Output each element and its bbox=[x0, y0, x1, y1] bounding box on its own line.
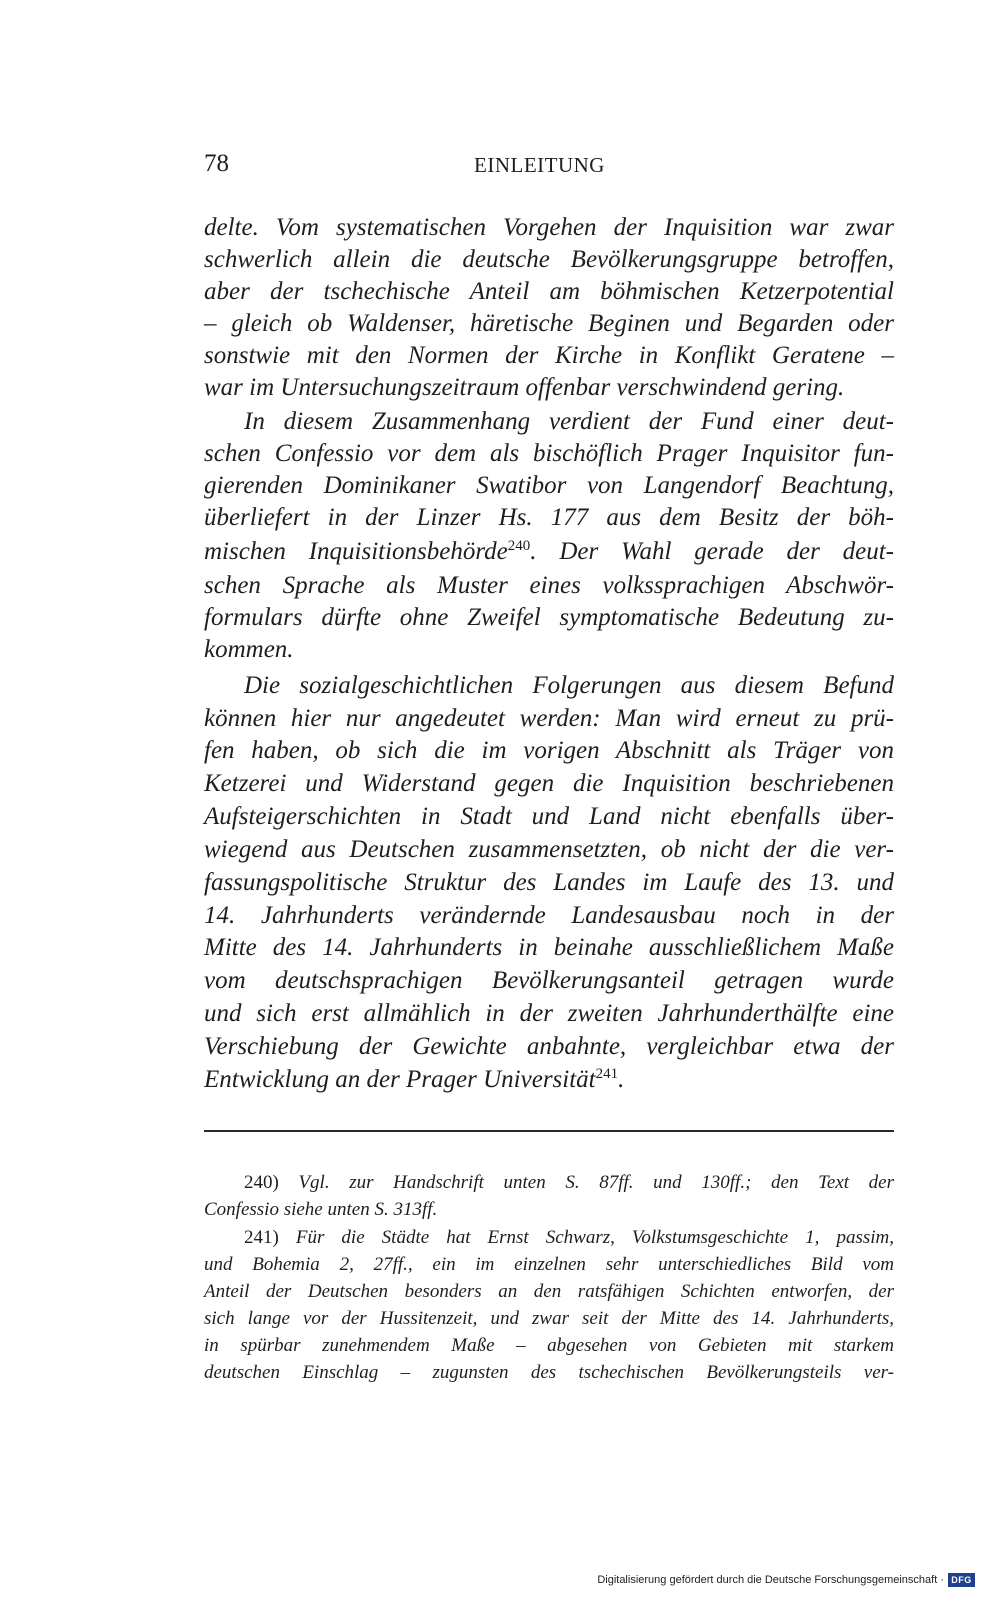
body-line: In diesem Zusammenhang verdient der Fund einer deut- bbox=[244, 408, 894, 435]
footnote-241-line bbox=[244, 1226, 894, 1250]
footnote-240-line: Confessio siehe unten S. 313ff. bbox=[204, 1199, 438, 1220]
body-line bbox=[204, 1064, 894, 1096]
text-segment: Entwicklung an der Prager Universität bbox=[204, 1066, 596, 1093]
footnote-text: Vgl. zur Handschrift unten S. 87ff. und 130ff.; den Text der bbox=[298, 1172, 894, 1193]
body-line: Aufsteigerschichten in Stadt und Land nicht ebenfalls über- bbox=[204, 803, 894, 830]
body-line: schwerlich allein die deutsche Bevölkerungsgruppe betroffen, bbox=[204, 246, 894, 273]
body-line: Mitte des 14. Jahrhunderts in beinahe ausschließlichem Maße bbox=[204, 934, 894, 961]
body-line: und sich erst allmählich in der zweiten Jahrhunderthälfte eine bbox=[204, 1000, 894, 1027]
body-line: 14. Jahrhunderts verändernde Landesausbau noch in der bbox=[204, 902, 894, 929]
body-line: Verschiebung der Gewichte anbahnte, vergleichbar etwa der bbox=[204, 1033, 894, 1060]
footnote-240-line bbox=[244, 1171, 894, 1195]
body-line: sonstwie mit den Normen der Kirche in Konflikt Geratene – bbox=[204, 342, 894, 369]
footnote-241-line: sich lange vor der Hussitenzeit, und zwar seit der Mitte des 14. Jahrhunderts, bbox=[204, 1308, 894, 1329]
footnote-241-line: und Bohemia 2, 27ff., ein im einzelnen sehr unterschiedliches Bild vom bbox=[204, 1254, 894, 1275]
footnote-number: 241) bbox=[244, 1227, 279, 1248]
body-line: aber der tschechische Anteil am böhmischen Ketzerpotential bbox=[204, 278, 894, 305]
text-segment: . bbox=[618, 1066, 625, 1093]
text-segment: mischen Inquisitionsbehörde bbox=[204, 538, 508, 565]
body-line: können hier nur angedeutet werden: Man wird erneut zu prü- bbox=[204, 705, 894, 732]
body-line: fassungspolitische Struktur des Landes im Laufe des 13. und bbox=[204, 869, 894, 896]
body-line: fen haben, ob sich die im vorigen Abschnitt als Träger von bbox=[204, 737, 894, 764]
body-line: formulars dürfte ohne Zweifel symptomatische Bedeutung zu- bbox=[204, 604, 894, 631]
body-line: kommen. bbox=[204, 636, 294, 663]
page-number: 78 bbox=[204, 150, 229, 177]
body-line: gierenden Dominikaner Swatibor von Langendorf Beachtung, bbox=[204, 472, 894, 499]
body-line: wiegend aus Deutschen zusammensetzten, ob nicht der die ver- bbox=[204, 836, 894, 863]
body-line: schen Sprache als Muster eines volkssprachigen Abschwör- bbox=[204, 572, 894, 599]
body-line: war im Untersuchungszeitraum offenbar verschwindend gering. bbox=[204, 374, 845, 401]
body-line: Ketzerei und Widerstand gegen die Inquisition beschriebenen bbox=[204, 770, 894, 797]
digitization-credit: Digitalisierung gefördert durch die Deutsche Forschungsgemeinschaft · bbox=[597, 1574, 944, 1586]
body-line: schen Confessio vor dem als bischöflich Prager Inquisitor fun- bbox=[204, 440, 894, 467]
footnote-text: Für die Städte hat Ernst Schwarz, Volkstumsgeschichte 1, passim, bbox=[295, 1227, 894, 1248]
body-line: – gleich ob Waldenser, häretische Beginen und Begarden oder bbox=[204, 310, 894, 337]
footnote-241-line: Anteil der Deutschen besonders an den ratsfähigen Schichten entworfen, der bbox=[204, 1281, 894, 1302]
body-line: delte. Vom systematischen Vorgehen der Inquisition war zwar bbox=[204, 214, 894, 241]
footnote-rule bbox=[204, 1130, 894, 1132]
body-line bbox=[204, 536, 894, 568]
footnote-ref-241[interactable]: 241 bbox=[595, 1066, 619, 1082]
body-line: vom deutschsprachigen Bevölkerungsanteil getragen wurde bbox=[204, 967, 894, 994]
footnote-241-line: deutschen Einschlag – zugunsten des tschechischen Bevölkerungsteils ver- bbox=[204, 1362, 894, 1383]
body-line: überliefert in der Linzer Hs. 177 aus dem Besitz der böh- bbox=[204, 504, 894, 531]
footnote-241-line: in spürbar zunehmendem Maße – abgesehen von Gebieten mit starkem bbox=[204, 1335, 894, 1356]
running-head: EINLEITUNG bbox=[474, 153, 605, 177]
footnote-ref-240[interactable]: 240 bbox=[507, 538, 531, 554]
dfg-logo-icon: DFG bbox=[948, 1573, 975, 1587]
text-segment: . Der Wahl gerade der deut- bbox=[530, 538, 894, 565]
footnote-number: 240) bbox=[244, 1172, 279, 1193]
body-line: Die sozialgeschichtlichen Folgerungen aus diesem Befund bbox=[244, 672, 894, 699]
